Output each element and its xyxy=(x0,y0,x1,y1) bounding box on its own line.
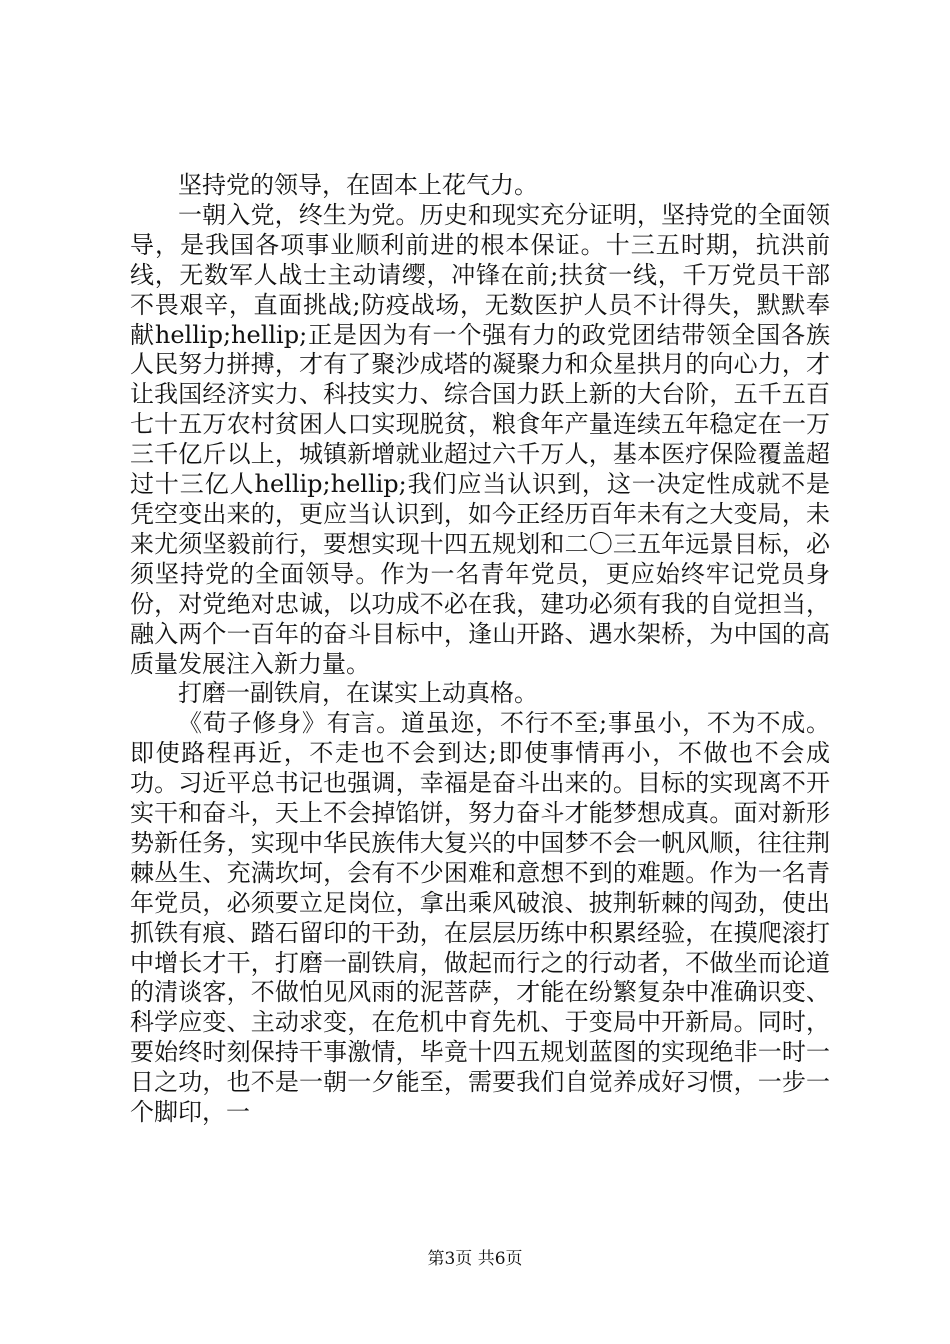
section-heading-party-leadership: 坚持党的领导，在固本上花气力。 xyxy=(178,171,538,199)
document-body xyxy=(130,171,830,1128)
page-number-footer: 第3页 共6页 xyxy=(427,1249,523,1269)
section-heading-iron-shoulders: 打磨一副铁肩，在谋实上动真格。 xyxy=(178,679,538,708)
body-paragraph: 《荀子修身》有言。道虽迩，不行不至;事虽小，不为不成。即使路程再近，不走也不会到达;即使事情再小，不做也不会成功。习近平总书记也强调，幸福是奋斗出来的。目标的实现离不开实干和奋斗，天上不会掉馅饼，努力奋斗才能梦想成真。面对新形势新任务，实现中华民族伟大复兴的中国梦不会一帆风顺，往往荆棘丛生、充满坎坷，会有不少困难和意想不到的难题。作为一名青年党员，必须要立足岗位，拿出乘风破浪、披荆斩棘的闯劲，使出抓铁有痕、踏石留印的干劲，在层层历练中积累经验，在摸爬滚打中增长才干，打磨一副铁肩，做起而行之的行动者，不做坐而论道的清谈客，不做怕见风雨的泥菩萨，才能在纷繁复杂中准确识变、科学应变、主动求变，在危机中育先机、于变局中开新局。同时，要始终时刻保持干事激情，毕竟十四五规划蓝图的实现绝非一时一日之功，也不是一朝一夕能至，需要我们自觉养成好习惯，一步一个脚印，一 xyxy=(130,709,830,1127)
body-paragraph: 一朝入党，终生为党。历史和现实充分证明，坚持党的全面领导，是我国各项事业顺利前进的根本保证。十三五时期，抗洪前线，无数军人战士主动请缨，冲锋在前;扶贫一线，千万党员干部不畏艰辛，直面挑战;防疫战场，无数医护人员不计得失，默默奉献hellip;hellip;正是因为有一个强有力的政党团结带领全国各族人民努力拼搏，才有了聚沙成塔的凝聚力和众星拱月的向心力，才让我国经济实力、科技实力、综合国力跃上新的大台阶，五千五百七十五万农村贫困人口实现脱贫，粮食年产量连续五年稳定在一万三千亿斤以上，城镇新增就业超过六千万人，基本医疗保险覆盖超过十三亿人hellip;hellip;我们应当认识到，这一决定性成就不是凭空变出来的，更应当认识到，如今正经历百年未有之大变局，未来尤须坚毅前行，要想实现十四五规划和二〇三五年远景目标，必须坚持党的全面领导。作为一名青年党员，更应始终牢记党员身份，对党绝对忠诚，以功成不必在我，建功必须有我的自觉担当，融入两个一百年的奋斗目标中，逢山开路、遇水架桥，为中国的高质量发展注入新力量。 xyxy=(130,200,830,678)
